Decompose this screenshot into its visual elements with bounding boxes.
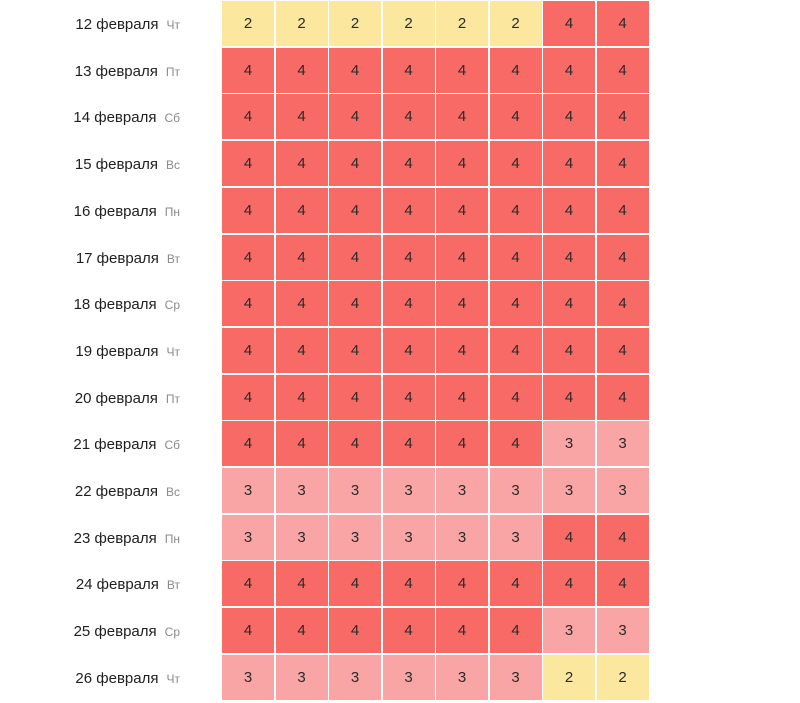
level-cell: 2 [329,1,381,46]
row-date [76,235,180,282]
level-cell: 4 [329,375,381,420]
level-cell: 4 [383,188,435,233]
level-cell: 4 [436,375,488,420]
row-date [74,515,180,562]
level-cell: 4 [597,328,649,373]
level-cell: 4 [329,48,381,93]
row-date [75,48,180,95]
level-cell: 4 [329,421,381,466]
level-cell: 4 [276,375,328,420]
level-cell: 3 [329,468,381,513]
level-cell: 2 [597,655,649,700]
level-cell: 4 [490,141,542,186]
row-date [74,608,180,655]
level-cell: 4 [329,188,381,233]
level-cell: 4 [490,188,542,233]
level-cell: 2 [383,1,435,46]
row-date [73,94,180,141]
level-cell: 3 [222,515,274,560]
level-cell: 2 [490,1,542,46]
level-cell: 4 [490,421,542,466]
level-cell: 3 [329,515,381,560]
date-label: 22 февраля [74,483,158,500]
row-date [75,141,180,188]
level-cell: 2 [222,1,274,46]
level-cell: 4 [543,141,595,186]
level-cell: 4 [222,328,274,373]
table-row [0,235,800,282]
level-cell: 3 [543,421,595,466]
row-date [76,561,180,608]
level-cell: 4 [490,281,542,326]
level-cell: 4 [490,94,542,139]
level-cell: 4 [597,281,649,326]
table-row [0,561,800,608]
level-cell: 4 [222,421,274,466]
row-date [75,375,180,422]
date-label: 15 февраля [74,156,158,174]
level-cell: 4 [329,608,381,653]
level-cell: 3 [436,515,488,560]
weekday-label: Чт [166,671,180,686]
level-cell: 4 [222,561,274,606]
table-row [0,1,800,48]
level-cell: 4 [329,141,381,186]
row-date [75,468,180,515]
level-cell: 4 [383,421,435,466]
table-row [0,608,800,655]
level-cell: 4 [597,141,649,186]
level-cell: 4 [383,328,435,373]
level-cell: 4 [436,188,488,233]
level-cell: 3 [276,655,328,700]
level-cell: 4 [543,188,595,233]
table-row [0,328,800,375]
level-cell: 4 [543,328,595,373]
row-date [74,281,180,328]
level-cell: 4 [276,48,328,93]
level-cell: 4 [222,375,274,420]
date-label: 23 февраля [73,529,157,547]
level-cell: 4 [490,608,542,653]
level-cell: 4 [543,375,595,420]
row-date [75,328,180,375]
level-cell: 2 [543,655,595,700]
level-cell: 2 [276,1,328,46]
level-cell: 4 [436,421,488,466]
date-label: 19 февраля [75,342,159,360]
level-cell: 4 [383,561,435,606]
level-cell: 4 [597,48,649,93]
date-label: 17 февраля [75,249,159,267]
level-cell: 4 [276,188,328,233]
date-label: 18 февраля [73,296,157,314]
level-cell: 3 [222,468,274,513]
table-row [0,515,800,562]
level-cell: 4 [490,375,542,420]
level-cell: 4 [490,561,542,606]
level-cell: 4 [222,141,274,186]
level-cell: 4 [436,608,488,653]
weekday-label: Пт [165,64,180,79]
level-cell: 4 [543,515,595,560]
date-label: 20 февраля [74,389,158,407]
level-cell: 4 [383,48,435,93]
date-label: 12 февраля [75,16,159,33]
date-label: 26 февраля [75,669,159,687]
level-cell: 4 [597,94,649,139]
table-row [0,281,800,328]
table-row [0,141,800,188]
level-cell: 3 [597,468,649,513]
level-cell: 4 [597,561,649,606]
table-row [0,375,800,422]
table-row [0,655,800,702]
level-cell: 3 [490,655,542,700]
table-row [0,188,800,235]
level-cell: 3 [383,655,435,700]
level-cell: 4 [436,281,488,326]
level-cell: 4 [543,48,595,93]
level-cell: 4 [329,328,381,373]
level-cell: 4 [543,235,595,280]
table-row [0,48,800,95]
level-cell: 4 [329,561,381,606]
level-cell: 3 [436,468,488,513]
level-cell: 4 [276,94,328,139]
level-cell: 4 [276,608,328,653]
level-cell: 4 [383,141,435,186]
weekday-label: Сб [164,111,180,126]
level-cell: 2 [436,1,488,46]
level-cell: 4 [436,94,488,139]
level-cell: 4 [436,235,488,280]
level-cell: 4 [597,1,649,46]
level-cell: 4 [543,281,595,326]
date-label: 21 февраля [73,436,157,454]
level-cell: 3 [436,655,488,700]
weekday-label: Сб [164,438,180,453]
level-cell: 4 [597,188,649,233]
level-cell: 4 [597,515,649,560]
level-cell: 4 [222,188,274,233]
level-cell: 4 [543,561,595,606]
level-cell: 3 [597,421,649,466]
level-cell: 3 [383,468,435,513]
level-cell: 4 [597,235,649,280]
level-cell: 4 [276,328,328,373]
level-cell: 4 [222,94,274,139]
level-cell: 4 [383,235,435,280]
level-cell: 4 [222,281,274,326]
level-cell: 4 [276,141,328,186]
level-cell: 3 [543,468,595,513]
date-label: 13 февраля [74,62,158,80]
weekday-label: Чт [166,344,180,359]
level-cell: 3 [222,655,274,700]
row-date [75,1,180,48]
level-cell: 4 [222,235,274,280]
level-cell: 4 [276,561,328,606]
level-cell: 4 [436,141,488,186]
level-cell: 4 [490,235,542,280]
weekday-label: Пн [164,204,180,219]
level-cell: 3 [329,655,381,700]
weekday-label: Вт [166,251,180,266]
weekday-label: Пн [164,531,180,546]
level-cell: 4 [329,281,381,326]
level-cell: 3 [276,468,328,513]
row-date [73,421,180,468]
level-cell: 4 [436,48,488,93]
date-label: 24 февраля [75,576,159,594]
level-cell: 4 [276,421,328,466]
level-cell: 4 [490,328,542,373]
level-cell: 4 [276,235,328,280]
level-cell: 4 [383,375,435,420]
date-label: 14 февраля [73,109,157,127]
level-cell: 3 [490,515,542,560]
weekday-label: Вс [165,485,180,499]
weekday-label: Ср [164,298,180,313]
level-cell: 4 [276,281,328,326]
row-date [74,188,180,235]
weekday-label: Чт [166,18,180,32]
level-cell: 3 [276,515,328,560]
weekday-label: Вс [165,158,180,173]
weekday-label: Ср [164,625,180,640]
level-cell: 4 [383,608,435,653]
level-cell: 4 [436,328,488,373]
level-cell: 3 [543,608,595,653]
level-cell: 4 [436,561,488,606]
level-cell: 4 [383,281,435,326]
row-date [75,655,180,702]
weekday-label: Пт [165,391,180,406]
table-row [0,421,800,468]
date-label: 25 февраля [73,623,157,641]
level-cell: 4 [329,235,381,280]
level-cell: 4 [222,608,274,653]
level-cell: 4 [383,94,435,139]
weekday-label: Вт [166,578,180,593]
level-cell: 3 [383,515,435,560]
level-cell: 3 [597,608,649,653]
level-cell: 3 [490,468,542,513]
table-row [0,94,800,141]
level-cell: 4 [543,94,595,139]
level-cell: 4 [543,1,595,46]
level-cell: 4 [222,48,274,93]
level-cell: 4 [490,48,542,93]
level-cell: 4 [597,375,649,420]
level-cell: 4 [329,94,381,139]
table-row [0,468,800,515]
date-label: 16 февраля [73,202,157,220]
